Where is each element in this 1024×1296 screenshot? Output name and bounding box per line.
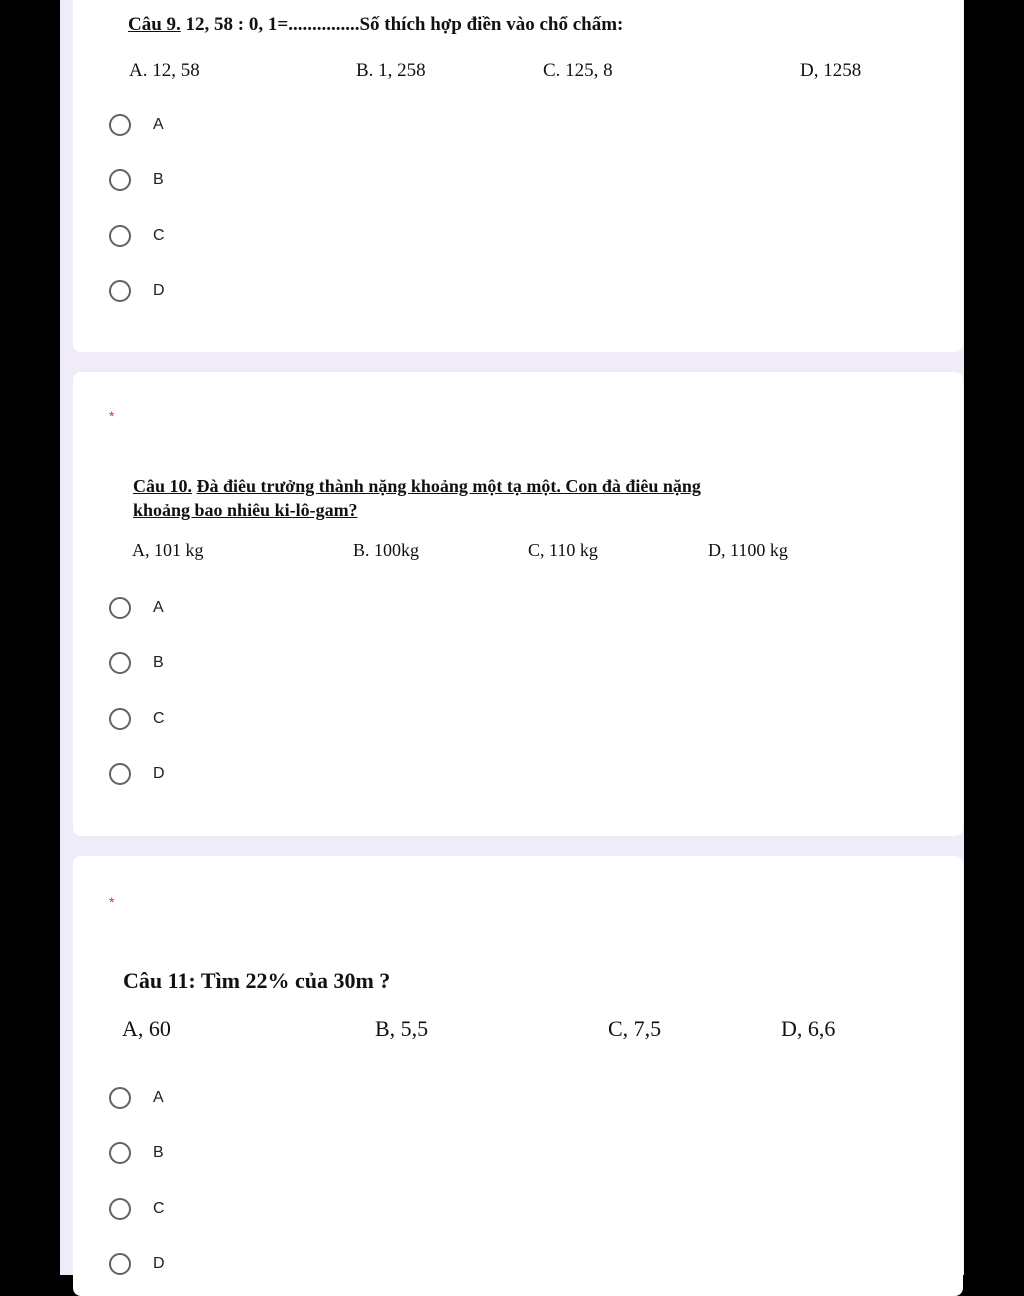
option-label: A bbox=[153, 599, 164, 616]
option-label: B bbox=[153, 171, 164, 188]
option-b[interactable] bbox=[109, 1139, 164, 1167]
required-asterisk: * bbox=[109, 408, 115, 424]
radio-circle-icon[interactable] bbox=[109, 1198, 131, 1220]
option-label: C bbox=[153, 710, 165, 727]
option-label: D bbox=[153, 282, 165, 299]
answer-choice-a: A, 60 bbox=[122, 1016, 171, 1041]
option-b[interactable] bbox=[109, 166, 164, 194]
required-asterisk: * bbox=[109, 894, 115, 910]
option-c[interactable] bbox=[109, 1195, 165, 1223]
answer-choice-a: A. 12, 58 bbox=[129, 60, 200, 81]
option-a[interactable] bbox=[109, 1084, 164, 1112]
option-label: C bbox=[153, 227, 165, 244]
radio-circle-icon[interactable] bbox=[109, 280, 131, 302]
question-10-line1: Đà điêu trưởng thành nặng khoảng một tạ một. Con đà điêu nặng bbox=[196, 476, 701, 496]
answer-choice-b: B. 1, 258 bbox=[356, 60, 426, 81]
option-label: B bbox=[153, 1144, 164, 1161]
answer-choice-b: B, 5,5 bbox=[375, 1016, 429, 1041]
option-d[interactable] bbox=[109, 277, 165, 305]
question-9-text bbox=[128, 14, 623, 36]
question-card-11 bbox=[73, 856, 963, 1296]
answer-choice-c: C. 125, 8 bbox=[543, 60, 613, 81]
question-10-label: Câu 10. bbox=[133, 476, 193, 496]
option-label: A bbox=[153, 116, 164, 133]
radio-circle-icon[interactable] bbox=[109, 763, 131, 785]
option-c[interactable] bbox=[109, 222, 165, 250]
option-c[interactable] bbox=[109, 705, 165, 733]
option-label: D bbox=[153, 765, 165, 782]
answer-choice-a: A, 101 kg bbox=[132, 540, 204, 560]
radio-circle-icon[interactable] bbox=[109, 114, 131, 136]
question-9-dots: ............... bbox=[288, 14, 360, 35]
radio-circle-icon[interactable] bbox=[109, 1253, 131, 1275]
radio-circle-icon[interactable] bbox=[109, 1142, 131, 1164]
question-card-10 bbox=[73, 372, 963, 836]
option-d[interactable] bbox=[109, 760, 165, 788]
answer-choice-d: D, 6,6 bbox=[781, 1016, 836, 1041]
answer-choice-c: C, 7,5 bbox=[608, 1016, 662, 1041]
answer-choice-c: C, 110 kg bbox=[528, 540, 598, 560]
question-9-expression: 12, 58 : 0, 1= bbox=[185, 14, 289, 35]
question-9-prompt: Số thích hợp điền vào chổ chấm: bbox=[359, 14, 624, 35]
question-11-text: Câu 11: Tìm 22% của 30m ? bbox=[123, 968, 391, 993]
option-a[interactable] bbox=[109, 111, 164, 139]
option-label: A bbox=[153, 1089, 164, 1106]
radio-circle-icon[interactable] bbox=[109, 1087, 131, 1109]
radio-circle-icon[interactable] bbox=[109, 225, 131, 247]
option-label: D bbox=[153, 1255, 165, 1272]
option-b[interactable] bbox=[109, 649, 164, 677]
question-card-9 bbox=[73, 0, 963, 352]
option-label: B bbox=[153, 654, 164, 671]
radio-circle-icon[interactable] bbox=[109, 169, 131, 191]
option-d[interactable] bbox=[109, 1250, 165, 1278]
radio-circle-icon[interactable] bbox=[109, 652, 131, 674]
answer-choice-b: B. 100kg bbox=[353, 540, 420, 560]
question-10-text bbox=[133, 474, 913, 522]
radio-circle-icon[interactable] bbox=[109, 708, 131, 730]
question-10-line2: khoảng bao nhiêu ki-lô-gam? bbox=[133, 500, 358, 520]
radio-circle-icon[interactable] bbox=[109, 597, 131, 619]
answer-choice-d: D, 1100 kg bbox=[708, 540, 788, 560]
question-9-label: Câu 9. bbox=[128, 14, 181, 35]
option-a[interactable] bbox=[109, 594, 164, 622]
option-label: C bbox=[153, 1200, 165, 1217]
answer-choice-d: D, 1258 bbox=[800, 60, 862, 81]
